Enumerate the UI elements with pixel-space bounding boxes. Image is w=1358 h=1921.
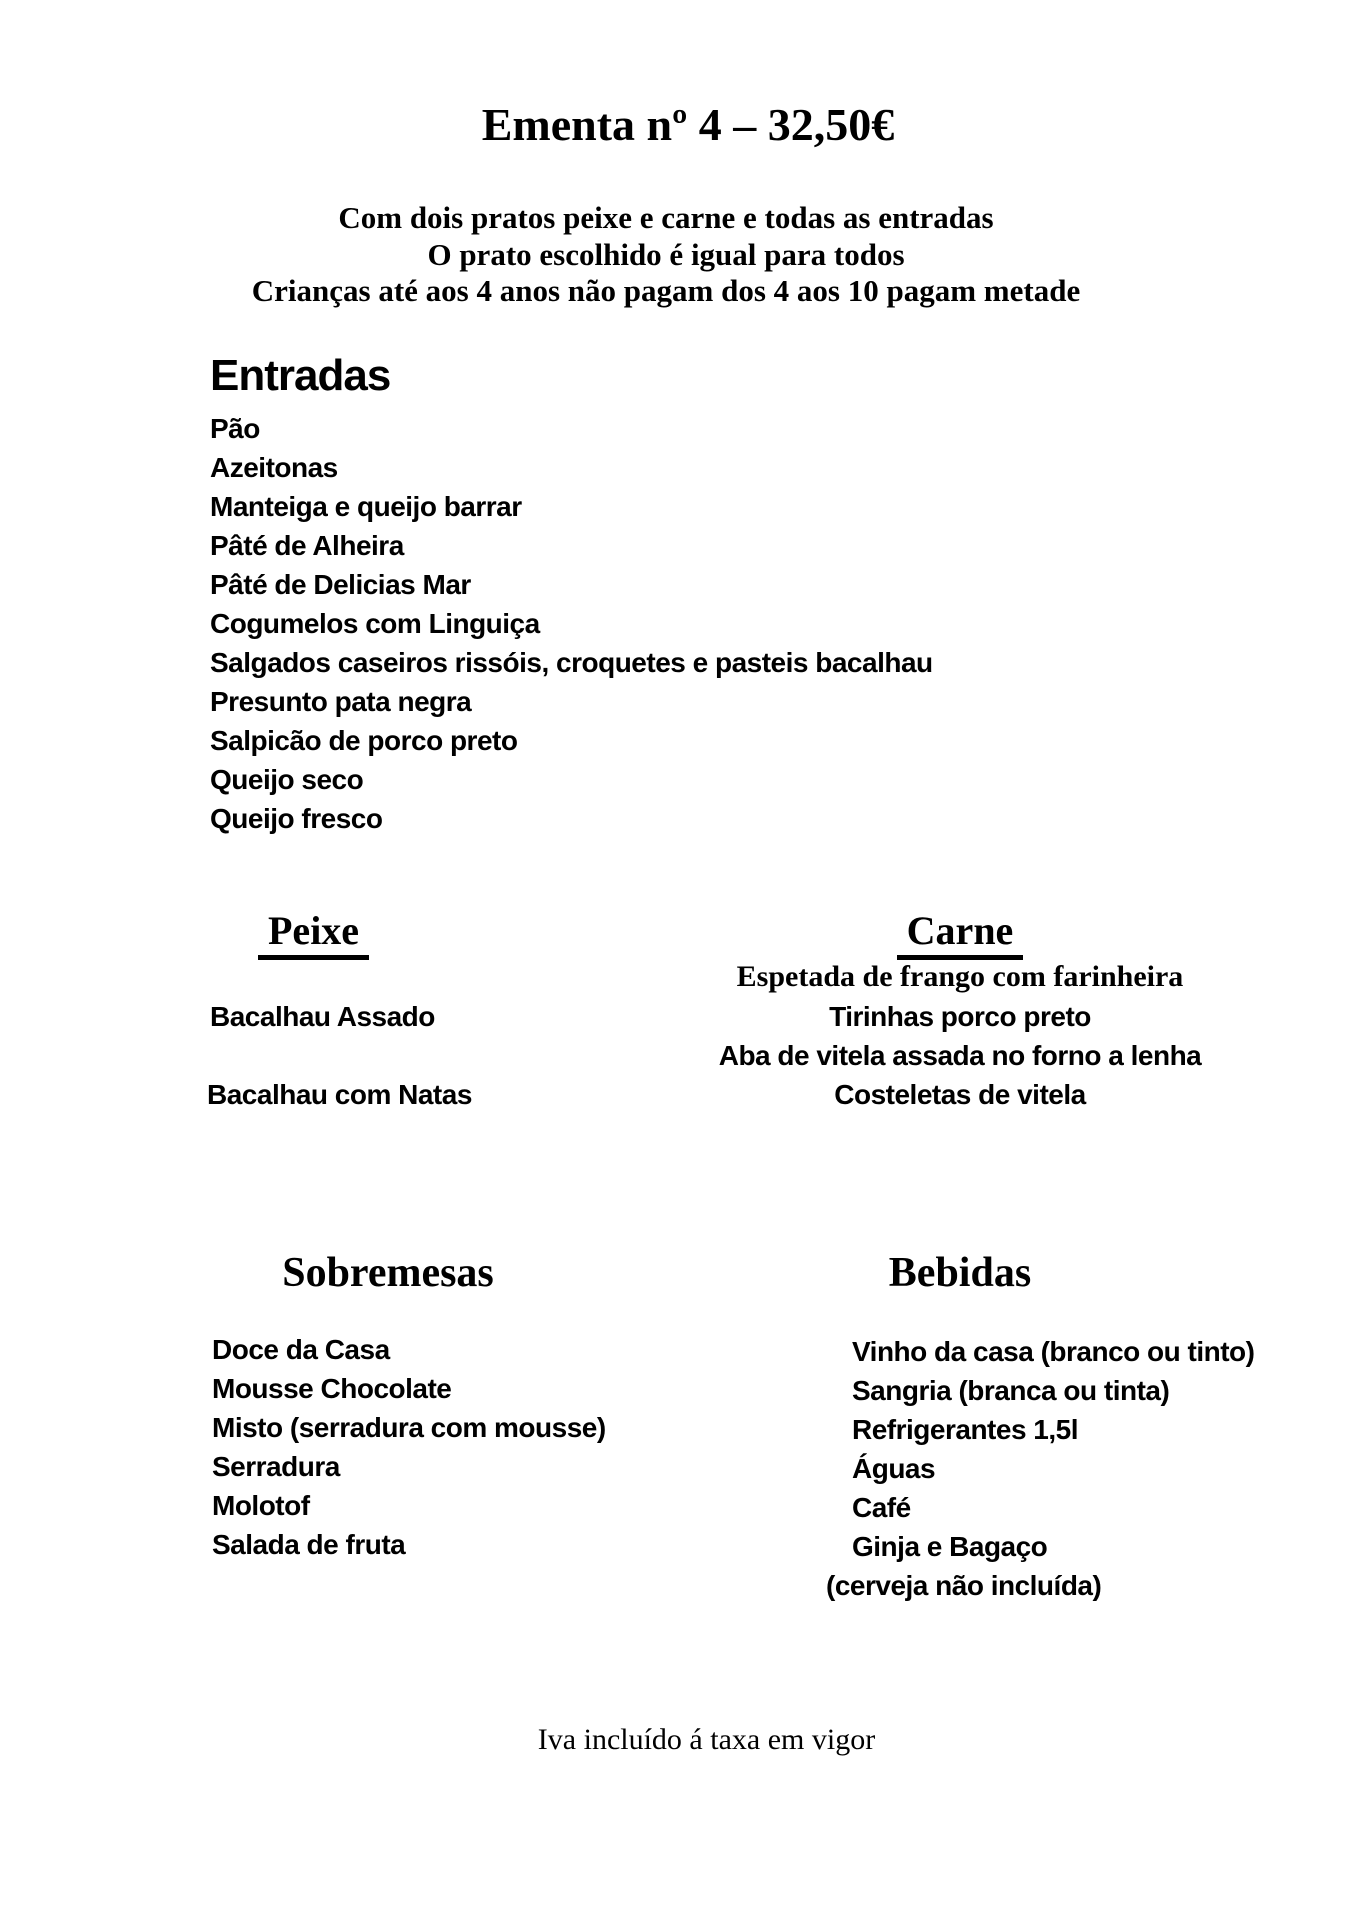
entradas-item: Manteiga e queijo barrar — [210, 491, 522, 522]
carne-item: Costeletas de vitela — [834, 1079, 1086, 1110]
subtitle-line-1: Com dois pratos peixe e carne e todas as entradas — [338, 200, 994, 235]
peixe-heading-wrap — [258, 908, 369, 960]
sobremesas-item: Molotof — [212, 1490, 310, 1521]
bebidas-heading: Bebidas — [888, 1250, 1032, 1296]
entradas-item: Presunto pata negra — [210, 686, 472, 717]
sobremesas-item: Doce da Casa — [212, 1334, 390, 1365]
bebidas-item: Vinho da casa (branco ou tinto) — [852, 1336, 1255, 1367]
carne-featured-item: Espetada de frango com farinheira — [736, 960, 1184, 993]
subtitle-line-3: Crianças até aos 4 anos não pagam dos 4 aos 10 pagam metade — [251, 273, 1081, 308]
bebidas-item: Café — [852, 1492, 911, 1523]
entradas-item: Queijo fresco — [210, 803, 383, 834]
bebidas-note: (cerveja não incluída) — [826, 1570, 1102, 1601]
sobremesas-list — [212, 1330, 606, 1564]
sobremesas-heading: Sobremesas — [282, 1250, 494, 1296]
bebidas-list — [826, 1332, 1255, 1605]
entradas-item: Cogumelos com Linguiça — [210, 608, 540, 639]
sobremesas-item: Mousse Chocolate — [212, 1373, 452, 1404]
entradas-item: Azeitonas — [210, 452, 338, 483]
entradas-item: Queijo seco — [210, 764, 364, 795]
bebidas-item: Águas — [852, 1453, 936, 1484]
entradas-item: Pâté de Alheira — [210, 530, 404, 561]
carne-heading-wrap — [700, 908, 1220, 960]
sobremesas-item: Serradura — [212, 1451, 340, 1482]
sobremesas-item: Salada de fruta — [212, 1529, 406, 1560]
bebidas-item: Sangria (branca ou tinta) — [852, 1375, 1170, 1406]
peixe-item: Bacalhau com Natas — [207, 1079, 472, 1110]
bebidas-item: Ginja e Bagaço — [852, 1531, 1048, 1562]
carne-heading: Carne — [897, 908, 1024, 960]
carne-item: Aba de vitela assada no forno a lenha — [718, 1040, 1202, 1071]
bebidas-item: Refrigerantes 1,5l — [852, 1414, 1078, 1445]
entradas-heading: Entradas — [210, 351, 391, 400]
entradas-item: Pâté de Delicias Mar — [210, 569, 471, 600]
entradas-list — [210, 409, 933, 838]
footer-note: Iva incluído á taxa em vigor — [537, 1723, 876, 1756]
sobremesas-item: Misto (serradura com mousse) — [212, 1412, 606, 1443]
peixe-item: Bacalhau Assado — [210, 1001, 435, 1032]
menu-subtitle — [0, 200, 1332, 310]
subtitle-line-2: O prato escolhido é igual para todos — [427, 236, 905, 272]
entradas-item: Salgados caseiros rissóis, croquetes e pasteis bacalhau — [210, 647, 933, 678]
peixe-heading: Peixe — [258, 908, 369, 960]
carne-item: Tirinhas porco preto — [829, 1001, 1091, 1032]
entradas-item: Pão — [210, 413, 260, 444]
entradas-item: Salpicão de porco preto — [210, 725, 518, 756]
page-title: Ementa nº 4 – 32,50€ — [481, 99, 895, 150]
